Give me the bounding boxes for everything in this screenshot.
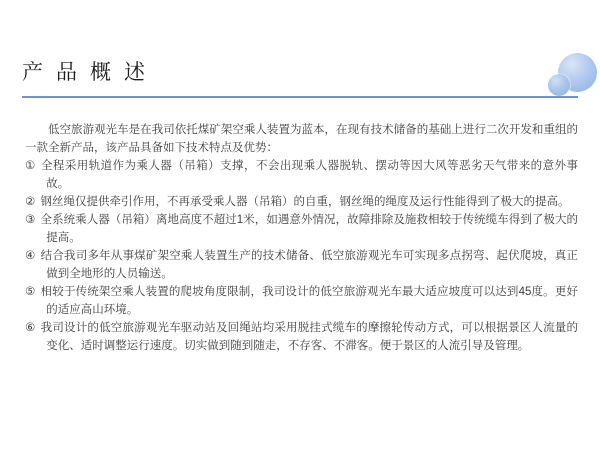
feature-item-5 xyxy=(25,283,578,319)
slide-body xyxy=(25,121,578,355)
feature-marker-4: ④ xyxy=(25,250,36,262)
feature-text-5: 相较于传统架空乘人装置的爬坡角度限制，我司设计的低空旅游观光车最大适应坡度可以达到45度。更好的适应高山环境。 xyxy=(40,286,578,316)
feature-text-6: 我司设计的低空旅游观光车驱动站及回绳站均采用脱挂式缆车的摩擦轮传动方式，可以根据景区人流量的变化、适时调整运行速度。切实做到随到随走，不存客、不滞客。便于景区的人流引导及管理。 xyxy=(40,322,578,352)
feature-marker-2: ② xyxy=(25,196,36,208)
feature-text-1: 全程采用轨道作为乘人器（吊箱）支撑，不会出现乘人器脱轨、摆动等因大风等恶劣天气带来的意外事故。 xyxy=(40,160,579,190)
feature-marker-6: ⑥ xyxy=(25,322,36,334)
feature-marker-5: ⑤ xyxy=(25,286,36,298)
slide-title: 产品概述 xyxy=(22,61,158,84)
feature-marker-1: ① xyxy=(25,160,36,172)
intro-paragraph: 低空旅游观光车是在我司依托煤矿架空乘人装置为蓝本，在现有技术储备的基础上进行二次开发和重组的一款全新产品，该产品具备如下技术特点及优势： xyxy=(25,124,578,154)
feature-item-3 xyxy=(25,211,578,247)
feature-item-2 xyxy=(25,193,578,211)
feature-text-2: 钢丝绳仅提供牵引作用，不再承受乘人器（吊箱）的自重，钢丝绳的绳度及运行性能得到了极大的提高。 xyxy=(40,196,570,208)
feature-item-1 xyxy=(25,157,578,193)
decorative-circle-small xyxy=(548,74,570,96)
feature-text-4: 结合我司多年从事煤矿架空乘人装置生产的技术储备、低空旅游观光车可实现多点拐弯、起伏爬坡，真正做到全地形的人员输送。 xyxy=(40,250,578,280)
feature-item-6 xyxy=(25,319,578,355)
feature-item-4 xyxy=(25,247,578,283)
feature-marker-3: ③ xyxy=(25,214,36,226)
title-underline xyxy=(22,96,578,98)
feature-text-3: 全系统乘人器（吊箱）离地高度不超过1米，如遇意外情况，故障排除及施救相较于传统缆车得到了极大的提高。 xyxy=(40,214,579,244)
